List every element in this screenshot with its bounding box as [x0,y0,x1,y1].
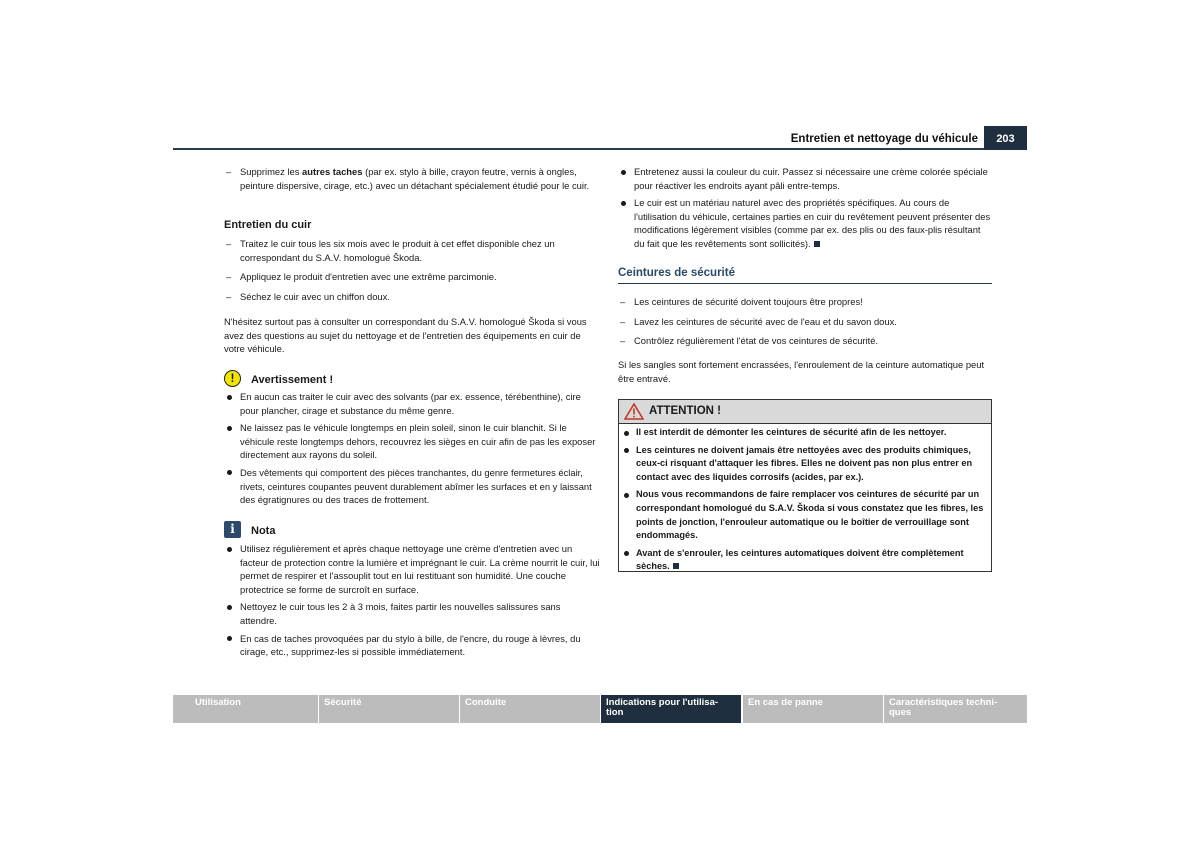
section-title: Ceintures de sécurité [618,267,735,279]
info-icon: i [224,521,241,538]
list-item: Avant de s'enrouler, les ceintures automatiques doivent être complètement sèches. [622,547,988,574]
list-item: Nettoyez le cuir tous les 2 à 3 mois, faites partir les nouvelles salissures sans attendre. [224,600,600,627]
right-top-list [618,165,992,251]
cuir-paragraph: N'hésitez surtout pas à consulter un correspondant du S.A.V. homologué Škoda si vous avez des questions au sujet du nettoyage et de l'entretien des équipements en cuir de votre véhicule. [224,316,587,355]
bold-term: autres taches [302,166,363,177]
list-item: – Lavez les ceintures de sécurité avec de l'eau et du savon doux. [618,315,992,329]
page-header-title: Entretien et nettoyage du véhicule [790,133,978,145]
list-item: – Traitez le cuir tous les six mois avec le produit à cet effet disponible chez un correspondant du S.A.V. homologué Škoda. [224,237,600,264]
ceintures-list [618,295,992,348]
list-item: Le cuir est un matériau naturel avec des propriétés spécifiques. Au cours de l'utilisation du véhicule, certaines parties en cuir du revêtement peuvent présenter des modifications légèrement visibles (comme par ex. des plis ou des faux-plis résultant du fait que les revêtements sont sollicités). [618,196,992,250]
nav-tab-utilisation[interactable]: Utilisation [173,695,318,723]
list-item: – Contrôlez régulièrement l'état de vos ceintures de sécurité. [618,334,992,348]
list-item: – Appliquez le produit d'entretien avec une extrême parcimonie. [224,270,600,284]
nav-tab-caracteristiques[interactable]: Caractéristiques techni- ques [884,695,1027,723]
list-item: – Séchez le cuir avec un chiffon doux. [224,290,600,304]
nota-title: Nota [251,525,276,537]
ceintures-paragraph: Si les sangles sont fortement encrassées, l'enroulement de la ceinture automatique peut être entravé. [618,359,985,384]
cuir-list [224,237,600,303]
warning-title: Avertissement ! [251,374,334,386]
list-item: Les ceintures ne doivent jamais être nettoyées avec des produits chimiques, ceux-ci risquant d'attaquer les fibres. Elles ne doivent pas non plus entrer en contact avec des liquides corrosifs (acides, par ex.). [622,444,988,485]
warning-triangle-icon [624,403,644,420]
list-item: Il est interdit de démonter les ceintures de sécurité afin de les nettoyer. [622,426,988,440]
nav-tab-indications[interactable]: Indications pour l'utilisa- tion [601,695,741,723]
page-number: 203 [984,126,1027,150]
end-of-section-marker [673,563,679,569]
header-rule [173,148,986,150]
list-item: En cas de taches provoquées par du stylo à bille, de l'encre, du rouge à lèvres, du cirage, etc., supprimez-les si possible immédiatement. [224,632,600,659]
exclamation-circle-icon: ! [224,370,241,387]
attention-box [618,399,992,572]
nav-tab-en-cas-de-panne[interactable]: En cas de panne [743,695,883,723]
list-item: – Supprimez les autres taches (par ex. stylo à bille, crayon feutre, vernis à ongles, peinture dispersive, cirage, etc.) avec un détachant spécialement étudié pour le cuir. [224,165,600,192]
end-of-section-marker [814,241,820,247]
list-item: Nous vous recommandons de faire remplacer vos ceintures de sécurité par un correspondant homologué du S.A.V. Škoda si vous constatez que les fibres, les points de jonction, l'enrouleur automatique ou le boîtier de verrouillage sont endommagés. [622,488,988,542]
nota-list [224,542,600,659]
nav-tab-conduite[interactable]: Conduite [460,695,600,723]
list-item: Ne laissez pas le véhicule longtemps en plein soleil, sinon le cuir blanchit. Si le véhicule reste longtemps dehors, recouvrez les sièges en cuir afin de pas les exposer directement aux rayons du soleil. [224,421,600,462]
list-item: – Les ceintures de sécurité doivent toujours être propres! [618,295,992,309]
section-heading: Entretien du cuir [224,219,312,231]
attention-header [619,400,991,424]
list-item: Entretenez aussi la couleur du cuir. Passez si nécessaire une crème colorée spéciale pour réactiver les endroits ayant pâli entre-temps. [618,165,992,192]
attention-title: ATTENTION ! [649,405,721,417]
section-rule [618,283,992,284]
left-column [224,165,600,192]
warning-list [224,390,600,507]
attention-list [622,426,988,574]
list-item: Des vêtements qui comportent des pièces tranchantes, du genre fermetures éclair, rivets, ceintures coupantes peuvent durablement abîmer les surfaces et en y laissant des égratignures ou des traces de frottement. [224,466,600,507]
list-item: Utilisez régulièrement et après chaque nettoyage une crème d'entretien avec un facteur de protection contre la lumière et imprégnant le cuir. La crème nourrit le cuir, lui permet de respirer et l'assouplit tout en lui restituant son humidité. Une couche protectrice se forme de surcroît en surface. [224,542,600,596]
list-item: En aucun cas traiter le cuir avec des solvants (par ex. essence, térébenthine), cire pour plancher, cirage et substance du même genre. [224,390,600,417]
nav-tab-securite[interactable]: Sécurité [319,695,459,723]
